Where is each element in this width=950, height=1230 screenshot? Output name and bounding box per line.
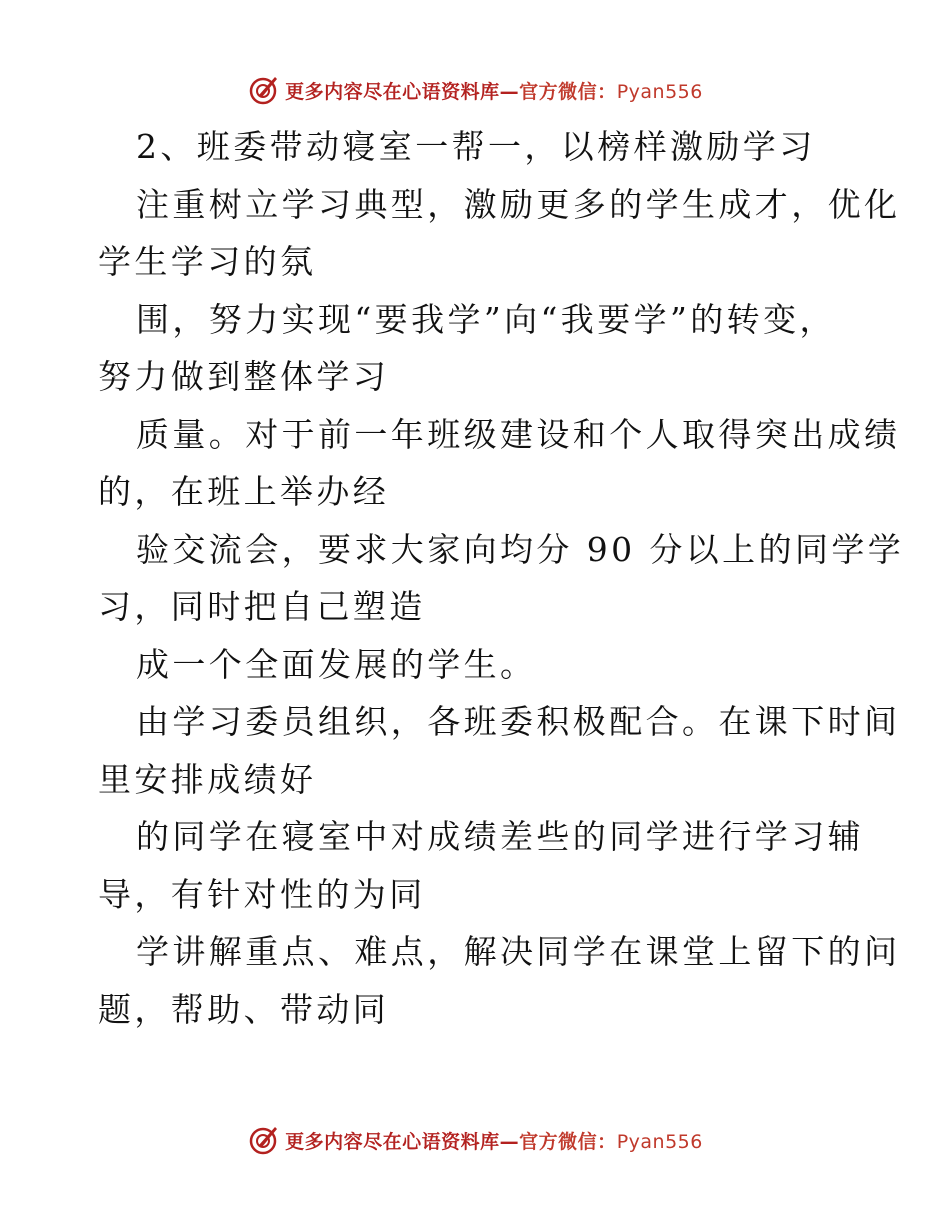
- banner-library-text: 更多内容尽在心语资料库: [285, 80, 500, 103]
- text-line-3: 学生学习的氛: [98, 242, 317, 281]
- banner-wechat-label: 官方微信：: [519, 80, 617, 103]
- footer-banner: [0, 1120, 950, 1160]
- text-line-9: 习，同时把自己塑造: [98, 587, 426, 626]
- text-line-5: 努力做到整体学习: [98, 357, 390, 396]
- banner-wechat-label: 官方微信：: [519, 1130, 617, 1153]
- quill-logo-icon: [247, 1123, 281, 1157]
- banner-library-text: 更多内容尽在心语资料库: [285, 1130, 500, 1153]
- text-line-6: 质量。对于前一年班级建设和个人取得突出成绩: [136, 414, 901, 454]
- banner-wechat-id: Pyan556: [616, 80, 703, 103]
- banner-wechat-id: Pyan556: [616, 1130, 703, 1153]
- text-line-16: 题，帮助、带动同: [98, 989, 390, 1029]
- text-line-14: 导，有针对性的为同: [98, 874, 426, 914]
- text-line-15: 学讲解重点、难点，解决同学在课堂上留下的问: [136, 932, 901, 971]
- text-line-11: 由学习委员组织，各班委积极配合。在课下时间: [136, 702, 901, 741]
- text-line-10: 成一个全面发展的学生。: [136, 644, 537, 684]
- text-line-8: 验交流会，要求大家向均分 90 分以上的同学学: [136, 529, 905, 569]
- text-line-13: 的同学在寝室中对成绩差些的同学进行学习辅: [136, 817, 864, 856]
- text-line-12: 里安排成绩好: [98, 759, 317, 799]
- text-line-4: 围，努力实现“要我学”向“我要学”的转变，: [136, 299, 836, 339]
- banner-dash: —: [499, 80, 520, 103]
- text-line-7: 的，在班上举办经: [98, 472, 390, 511]
- quill-logo-icon: [247, 73, 281, 107]
- text-line-2: 注重树立学习典型，激励更多的学生成才，优化: [136, 184, 901, 224]
- text-line-1: 2、班委带动寝室一帮一，以榜样激励学习: [136, 127, 816, 166]
- header-banner: [0, 70, 950, 110]
- document-body: [98, 118, 905, 1038]
- banner-dash: —: [499, 1130, 520, 1153]
